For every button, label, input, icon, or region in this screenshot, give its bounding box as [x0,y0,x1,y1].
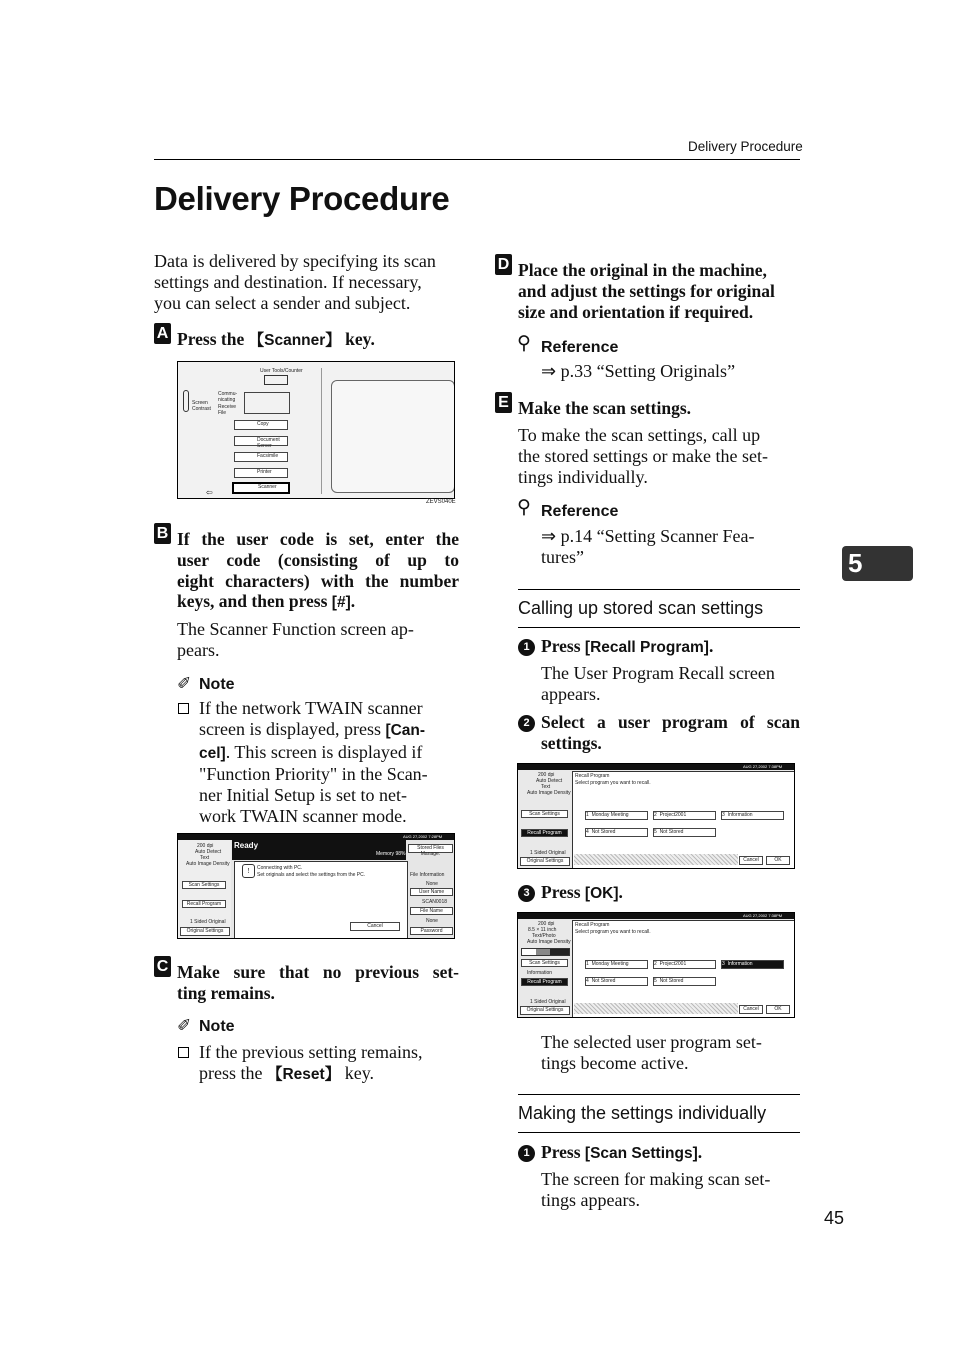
printer-key[interactable]: Printer [234,468,288,478]
scanner-key: 【Scanner】 [248,332,341,349]
twain-date: AUG 27,2002 7:28PM [403,834,443,839]
program-5[interactable]: 5 Not Stored [653,977,716,986]
step-2-line: user code (consisting of up to [177,549,459,570]
program-3[interactable]: 3 Information [721,811,784,820]
substep-pre: Press [541,882,585,902]
desc-line: To make the scan settings, call up [518,425,761,445]
scanner-key-highlighted[interactable]: Scanner [232,482,290,494]
text-photo-mode: Text/Photo [532,933,556,939]
program-2[interactable]: 2 Project2001 [653,960,716,969]
note-pre: screen is displayed, press [199,718,386,739]
step-5-number: E [495,392,512,413]
intro-paragraph [154,251,464,313]
ok-button[interactable]: OK [766,856,790,865]
step-4-text [518,260,800,322]
display-screen [331,380,455,493]
desc-line: tings individually. [518,466,648,487]
recall-prompt: Select program you want to recall. [575,780,651,786]
step-5-description [518,425,768,487]
step-4-number: D [495,254,512,275]
ok-button[interactable]: OK [766,1005,790,1014]
reference-label: Reference [541,503,619,520]
note-post: key. [340,1062,375,1083]
page-number: 45 [824,1208,845,1228]
reference-line: ⇒ p.14 “Setting Scanner Fea- [541,526,755,546]
magnifier-icon: ⚲ [517,333,531,354]
substep-1-number: 1 [518,639,535,656]
sided-label: 1 Sided Original [530,999,566,1005]
step-2-last-line [177,591,355,614]
desc-line: appears. [541,683,601,704]
indicator-lamps [244,392,290,414]
section-title-stored: Calling up stored scan settings [518,598,764,618]
substep-post: . [697,1142,703,1162]
dpi: 200 dpi [538,921,555,927]
substep-1-number: 1 [518,1145,535,1162]
substep-post: . [708,636,714,656]
recall-program-selected-screen [517,912,795,1018]
note-line [199,1063,422,1086]
pencil-icon: ✐ [177,674,192,693]
cancel-key: [Can- [385,721,426,739]
note-pre: press the [199,1062,267,1083]
file-name-button[interactable]: File Name [410,907,453,915]
document-server-key[interactable]: Document Server [234,436,288,446]
density-bar [521,948,570,956]
note-line: If the previous setting remains, [199,1042,423,1062]
step-2-description [177,619,414,661]
program-4[interactable]: 4 Not Stored [585,977,648,986]
step-2-last-post: . [350,591,356,611]
scan-settings-button[interactable]: Scan Settings [521,959,568,967]
auto-detect: Auto Detect [195,849,222,855]
step-2-line: If the user code is set, enter the [177,529,459,549]
none-value-2: None [426,918,438,924]
program-5[interactable]: 5 Not Stored [653,828,716,837]
paper-size: 8.5 × 11 inch [528,927,557,933]
recall-date: AUG 27,2002 7:38PM [743,764,783,769]
desc-line: The Scanner Function screen ap- [177,619,414,639]
substep-2-text [541,712,800,754]
step-2-line: eight characters) with the number [177,570,459,591]
substep-pre: Press [541,636,585,656]
recall-program-button-active[interactable]: Recall Program [521,978,568,986]
reference-label: Reference [541,339,619,356]
magnifier-icon: ⚲ [517,497,531,518]
note-line: work TWAIN scanner mode. [199,805,407,826]
memory-value: 98% [395,851,406,857]
ready-status: Ready [234,841,259,850]
step-4-line: Place the original in the machine, [518,260,767,280]
auto-detect: Auto Detect [536,778,563,784]
note-line [199,742,461,765]
substep-line: settings. [541,732,602,753]
substep-2-number: 2 [518,715,535,732]
step-1-pre: Press the [177,329,249,349]
auto-density: Auto Image Density [527,939,571,945]
recall-title: Recall Program [575,773,610,779]
reference-text: ⇒ p.33 “Setting Originals” [541,361,736,381]
chapter-tab: 5 [842,546,913,581]
substep-post: . [618,882,623,902]
none-value: None [426,881,438,887]
step-3-line: Make sure that no previous set- [177,962,459,982]
step-1-number: A [154,323,171,344]
user-tools-key [264,375,288,385]
password-button[interactable]: Password [410,927,453,935]
desc-line: The selected user program set- [541,1032,762,1052]
cancel-button[interactable]: Cancel [350,922,400,931]
page-title: Delivery Procedure [154,180,450,217]
original-settings-button[interactable]: Original Settings [180,927,230,936]
desc-line: tings become active. [541,1052,689,1073]
pencil-icon: ✐ [177,1016,192,1035]
auto-density: Auto Image Density [527,790,571,796]
note-line: "Function Priority" in the Scan- [199,764,428,785]
instructions-message: Set originals and select the settings from the PC. [257,872,366,878]
substep-line: Select a user program of scan [541,712,800,732]
user-tools-label: User Tools/Counter [260,368,303,374]
desc-line: The screen for making scan set- [541,1169,771,1189]
desc-line: tings appears. [541,1189,640,1210]
section-title-individual: Making the settings individually [518,1103,767,1123]
recall-program-screen [517,763,795,869]
reference-text [541,526,755,568]
note-line: If the network TWAIN scanner [199,698,423,718]
note-line: ner Initial Setup is set to net- [199,785,407,806]
screen-contrast-label: Screen Contrast [192,400,211,412]
copy-key[interactable]: Copy [234,420,288,430]
auto-density: Auto Image Density [186,861,230,867]
dpi: 200 dpi [538,772,555,778]
memory-readout [376,851,405,857]
note-post: . This screen is displayed if [225,741,423,762]
facsimile-key[interactable]: Facsimile [234,452,288,462]
program-2[interactable]: 2 Project2001 [653,811,716,820]
checkbox-icon [178,703,189,714]
program-3-selected[interactable]: 3 Information [721,960,784,969]
note-text [199,1042,422,1086]
connecting-message: Connecting with PC. [257,865,303,871]
cancel-key-cont: cel] [199,744,226,762]
cancel-button[interactable]: Cancel [739,1005,763,1014]
scan-settings-button[interactable]: Scan Settings [182,881,226,889]
sided-label: 1 Sided Original [530,850,566,856]
cancel-button[interactable]: Cancel [739,856,763,865]
original-settings-button[interactable]: Original Settings [520,857,570,866]
note-line [199,719,461,742]
original-settings-button[interactable]: Original Settings [520,1006,570,1015]
substep-pre: Press [541,1142,585,1162]
program-1[interactable]: 1 Monday Meeting [585,811,648,820]
note-label: Note [199,676,235,693]
recall-program-button-active[interactable]: Recall Program [521,829,568,837]
sided-label: 1 Sided Original [190,919,226,925]
substep-3-text [541,882,623,905]
substep-1-description [541,1169,770,1211]
step-1-post: key. [340,329,375,349]
twain-screen [177,833,455,939]
dpi: 200 dpi [197,843,214,849]
note-label: Note [199,1018,235,1035]
stored-files-button[interactable]: Stored Files Manage. [408,844,453,853]
step-2-last-pre: keys, and then press [177,591,332,611]
intro-line: settings and destination. If necessary, [154,271,422,292]
substep-1-text [541,1142,702,1165]
communicating-label: Commu-nicating [218,391,238,403]
step-4-line: and adjust the settings for original [518,280,775,301]
step-3-text [177,962,459,1004]
desc-line: the stored settings or make the set- [518,445,768,466]
contrast-dial [183,390,189,412]
figure-code: ZEVS040E [426,499,456,505]
step-5-title: Make the scan settings. [518,398,692,418]
note-text [199,698,461,827]
desc-line: The User Program Recall screen [541,663,775,683]
step-1-text [177,329,375,352]
user-name-button[interactable]: User Name [410,888,453,896]
scan-settings-key: [Scan Settings] [584,1145,698,1162]
recall-program-key: [Recall Program] [584,639,709,656]
arrow-icon: ⇦ [206,488,213,497]
step-2-number: B [154,523,171,544]
substep-1-description [541,663,775,705]
header-rule [154,159,800,160]
file-name-value: SCAN0018 [422,899,448,905]
text-mode: Text [541,784,551,790]
program-4[interactable]: 4 Not Stored [585,828,648,837]
running-header: Delivery Procedure [688,139,803,154]
program-1[interactable]: 1 Monday Meeting [585,960,648,969]
file-info-label: File Information [410,872,445,878]
ok-key: [OK] [584,885,619,902]
intro-line: you can select a sender and subject. [154,292,411,313]
intro-line: Data is delivered by specifying its scan [154,251,436,271]
substep-3-description [541,1032,762,1074]
recall-title: Recall Program [575,922,610,928]
recall-program-button[interactable]: Recall Program [182,900,226,908]
step-3-number: C [154,956,171,977]
checkbox-icon [178,1047,189,1058]
step-4-line: size and orientation if required. [518,301,754,322]
recall-date: AUG 27,2002 7:38PM [743,913,783,918]
reference-line: tures” [541,546,584,567]
text-mode: Text [200,855,210,861]
desc-line: pears. [177,639,220,660]
hash-key: [#] [331,594,351,611]
receive-file-label: Receive File [218,404,237,416]
control-panel-illustration [177,361,455,499]
step-3-line: ting remains. [177,982,275,1003]
recall-prompt: Select program you want to recall. [575,929,651,935]
substep-3-number: 3 [518,885,535,902]
info-icon: ! [242,864,255,878]
substep-1-text [541,636,713,659]
information-label: Information [527,970,553,976]
step-2-text [177,529,459,591]
reset-key: 【Reset】 [266,1065,341,1083]
scan-settings-button[interactable]: Scan Settings [521,810,568,818]
memory-label: Memory [376,851,395,857]
